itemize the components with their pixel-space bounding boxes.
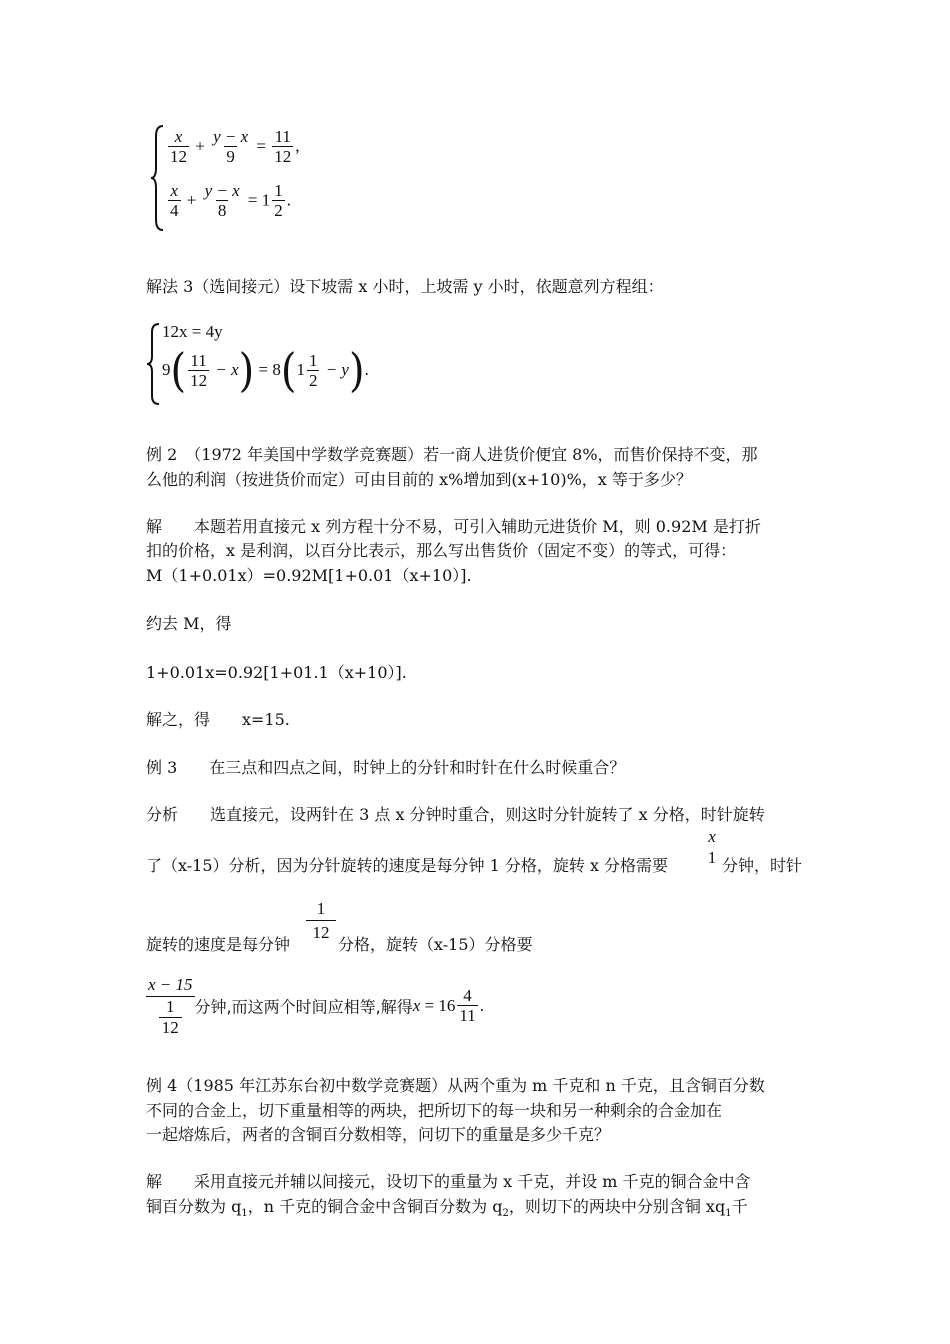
solution-2-line-2: 扣的价格，x 是利润，以百分比表示，那么写出售货价（固定不变）的等式，可得：: [146, 541, 737, 560]
analysis-3-line-2-end: 分钟，时针: [722, 856, 803, 875]
equation-1-1: $\frac{x}{12}$ + $\frac{y - x}{9}$ = $\frac{11}{12}$ ,: [170, 127, 300, 166]
equation-2-1: 12x = 4y: [162, 322, 223, 341]
fraction-1-over-12: 1 12: [306, 898, 336, 945]
analysis-3-line-3: 旋转的速度是每分钟: [146, 935, 291, 954]
example-4-line-2: 不同的合金上，切下重量相等的两块，把所切下的每一块和另一种剩余的合金加在: [146, 1101, 723, 1120]
solution-2-line-3: M（1+0.01x）=0.92M[1+0.01（x+10）].: [146, 566, 472, 585]
solution-2-line-4: 约去 M，得: [146, 614, 232, 633]
equation-1-2: $\frac{x}{4}$ + $\frac{y - x}{8}$ = 1 $\frac{1}{2}$ .: [170, 181, 291, 220]
example-3-text: 例 3 在三点和四点之间，时钟上的分针和时针在什么时候重合？: [146, 758, 626, 777]
equation-2-2: 9( $\frac{11}{12}$ − x) = 8(1 $\frac{1}{2}$ − y).: [162, 344, 369, 398]
solution-4-line-2: 铜百分数为 $q_1$，n 千克的铜合金中含铜百分数为 $q_2$，则切下的两块中分别含铜 $xq_1$千: [146, 1197, 748, 1220]
solution-4-line-1: 解 采用直接元并辅以间接元，设切下的重量为 x 千克，并设 m 千克的铜合金中含: [146, 1172, 751, 1191]
analysis-3-result: x − 15 1 12 分钟,而这两个时间应相等,解得x = 16 $\frac{4}{11}$ .: [148, 975, 484, 1037]
solution-2-line-6: 解之，得 x=15.: [146, 710, 290, 729]
left-brace-1: [150, 124, 166, 232]
left-brace-2: [146, 322, 162, 406]
fraction-x-over-1: x 1: [707, 827, 717, 867]
example-4-line-3: 一起熔炼后，两者的含铜百分数相等，问切下的重量是多少千克？: [146, 1125, 611, 1144]
solution-2-line-1: 解 本题若用直接元 x 列方程十分不易，可引入辅助元进货价 M，则 0.92M 是打折: [146, 517, 761, 536]
analysis-3-line-1: 分析 选直接元，设两针在 3 点 x 分钟时重合，则这时分针旋转了 x 分格，时针旋转: [146, 805, 765, 824]
example-4-line-1: 例 4（1985 年江苏东台初中数学竞赛题）从两个重为 m 千克和 n 千克，且含铜百分数: [146, 1076, 765, 1095]
analysis-3-line-3-end: 分格，旋转（x-15）分格要: [338, 935, 533, 954]
analysis-3-line-2: 了（x-15）分析，因为分针旋转的速度是每分钟 1 分格，旋转 x 分格需要: [146, 856, 669, 875]
solution-2-line-5: 1+0.01x=0.92[1+01.1（x+10）].: [146, 663, 407, 682]
example-2-line-2: 么他的利润（按进货价而定）可由目前的 x%增加到(x+10)%，x 等于多少？: [146, 470, 692, 489]
method-3-text: 解法 3（选间接元）设下坡需 x 小时，上坡需 y 小时，依题意列方程组：: [146, 277, 664, 296]
example-2-line-1: 例 2 （1972 年美国中学数学竞赛题）若一商人进货价便宜 8%，而售价保持不变，那: [146, 445, 758, 464]
